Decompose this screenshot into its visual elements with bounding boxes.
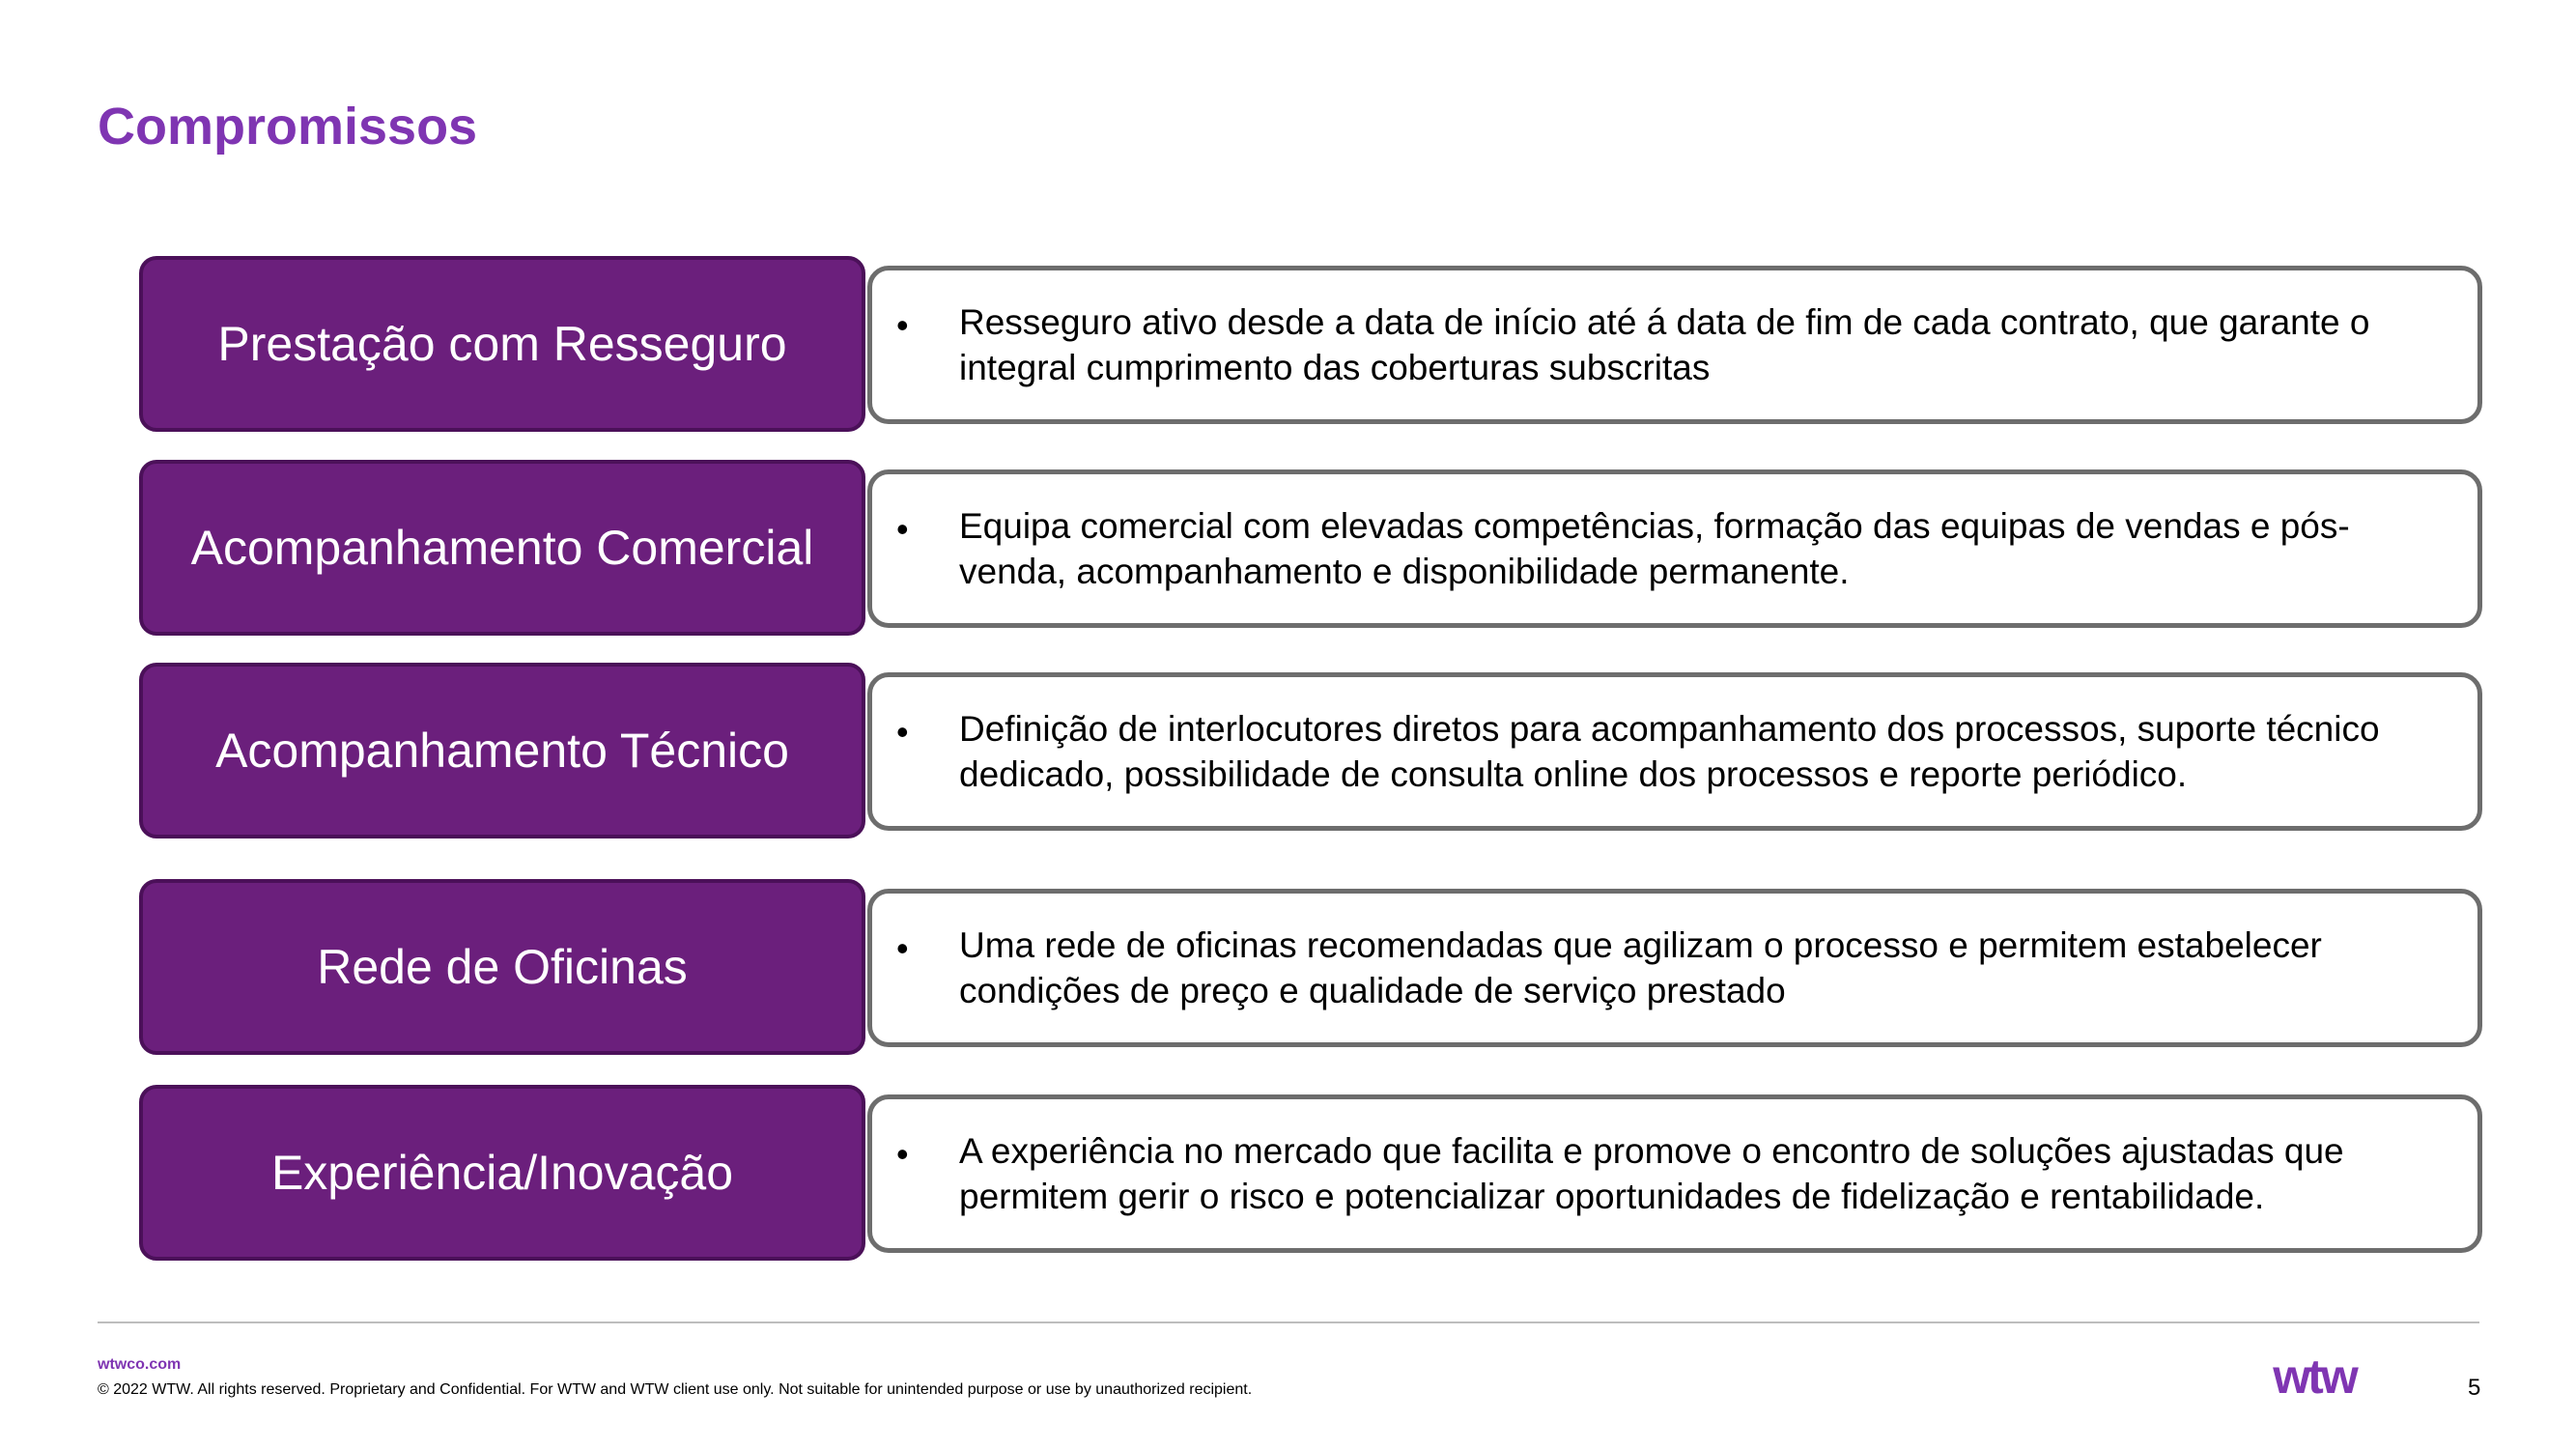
footer-site-link[interactable]: wtwco.com bbox=[98, 1356, 182, 1373]
page-number: 5 bbox=[2468, 1375, 2481, 1401]
page-title: Compromissos bbox=[98, 98, 478, 156]
wtw-logo bbox=[2254, 1352, 2374, 1403]
commitment-description bbox=[867, 672, 2482, 831]
bullet: • bbox=[896, 509, 909, 549]
description-text: Resseguro ativo desde a data de início até á data de fim de cada contrato, que garante o integral cumprimento das coberturas subscritas bbox=[959, 302, 2370, 387]
commitment-row bbox=[139, 663, 2486, 842]
description-text: Definição de interlocutores diretos para acompanhamento dos processos, suporte técnico dedicado, possibilidade de consulta online dos processos e reporte periódico. bbox=[959, 709, 2380, 794]
commitment-label: Prestação com Resseguro bbox=[139, 256, 865, 432]
commitment-description bbox=[867, 889, 2482, 1047]
description-text: Uma rede de oficinas recomendadas que agilizam o processo e permitem estabelecer condições de preço e qualidade de serviço prestado bbox=[959, 925, 2322, 1010]
commitment-row bbox=[139, 1085, 2486, 1264]
bullet: • bbox=[896, 928, 909, 968]
commitment-label: Experiência/Inovação bbox=[139, 1085, 865, 1261]
description-text: Equipa comercial com elevadas competências, formação das equipas de vendas e pós-venda, acompanhamento e disponibilidade permanente. bbox=[959, 506, 2350, 591]
bullet: • bbox=[896, 712, 909, 752]
footer-copyright: © 2022 WTW. All rights reserved. Proprietary and Confidential. For WTW and WTW client use only. Not suitable for unintended purpose or use by unauthorized recipient. bbox=[98, 1381, 1253, 1398]
commitment-row bbox=[139, 460, 2486, 639]
commitment-label: Acompanhamento Comercial bbox=[139, 460, 865, 636]
commitment-description bbox=[867, 469, 2482, 628]
commitment-row bbox=[139, 879, 2486, 1059]
logo-wordmark: wtw bbox=[2273, 1352, 2356, 1403]
bullet: • bbox=[896, 305, 909, 345]
commitment-description bbox=[867, 266, 2482, 424]
bullet: • bbox=[896, 1134, 909, 1174]
commitment-label: Rede de Oficinas bbox=[139, 879, 865, 1055]
commitment-row bbox=[139, 256, 2486, 436]
footer-divider bbox=[98, 1321, 2479, 1323]
commitment-label: Acompanhamento Técnico bbox=[139, 663, 865, 838]
description-text: A experiência no mercado que facilita e promove o encontro de soluções ajustadas que permitem gerir o risco e potencializar oportunidades de fidelização e rentabilidade. bbox=[959, 1131, 2344, 1216]
commitment-description bbox=[867, 1094, 2482, 1253]
